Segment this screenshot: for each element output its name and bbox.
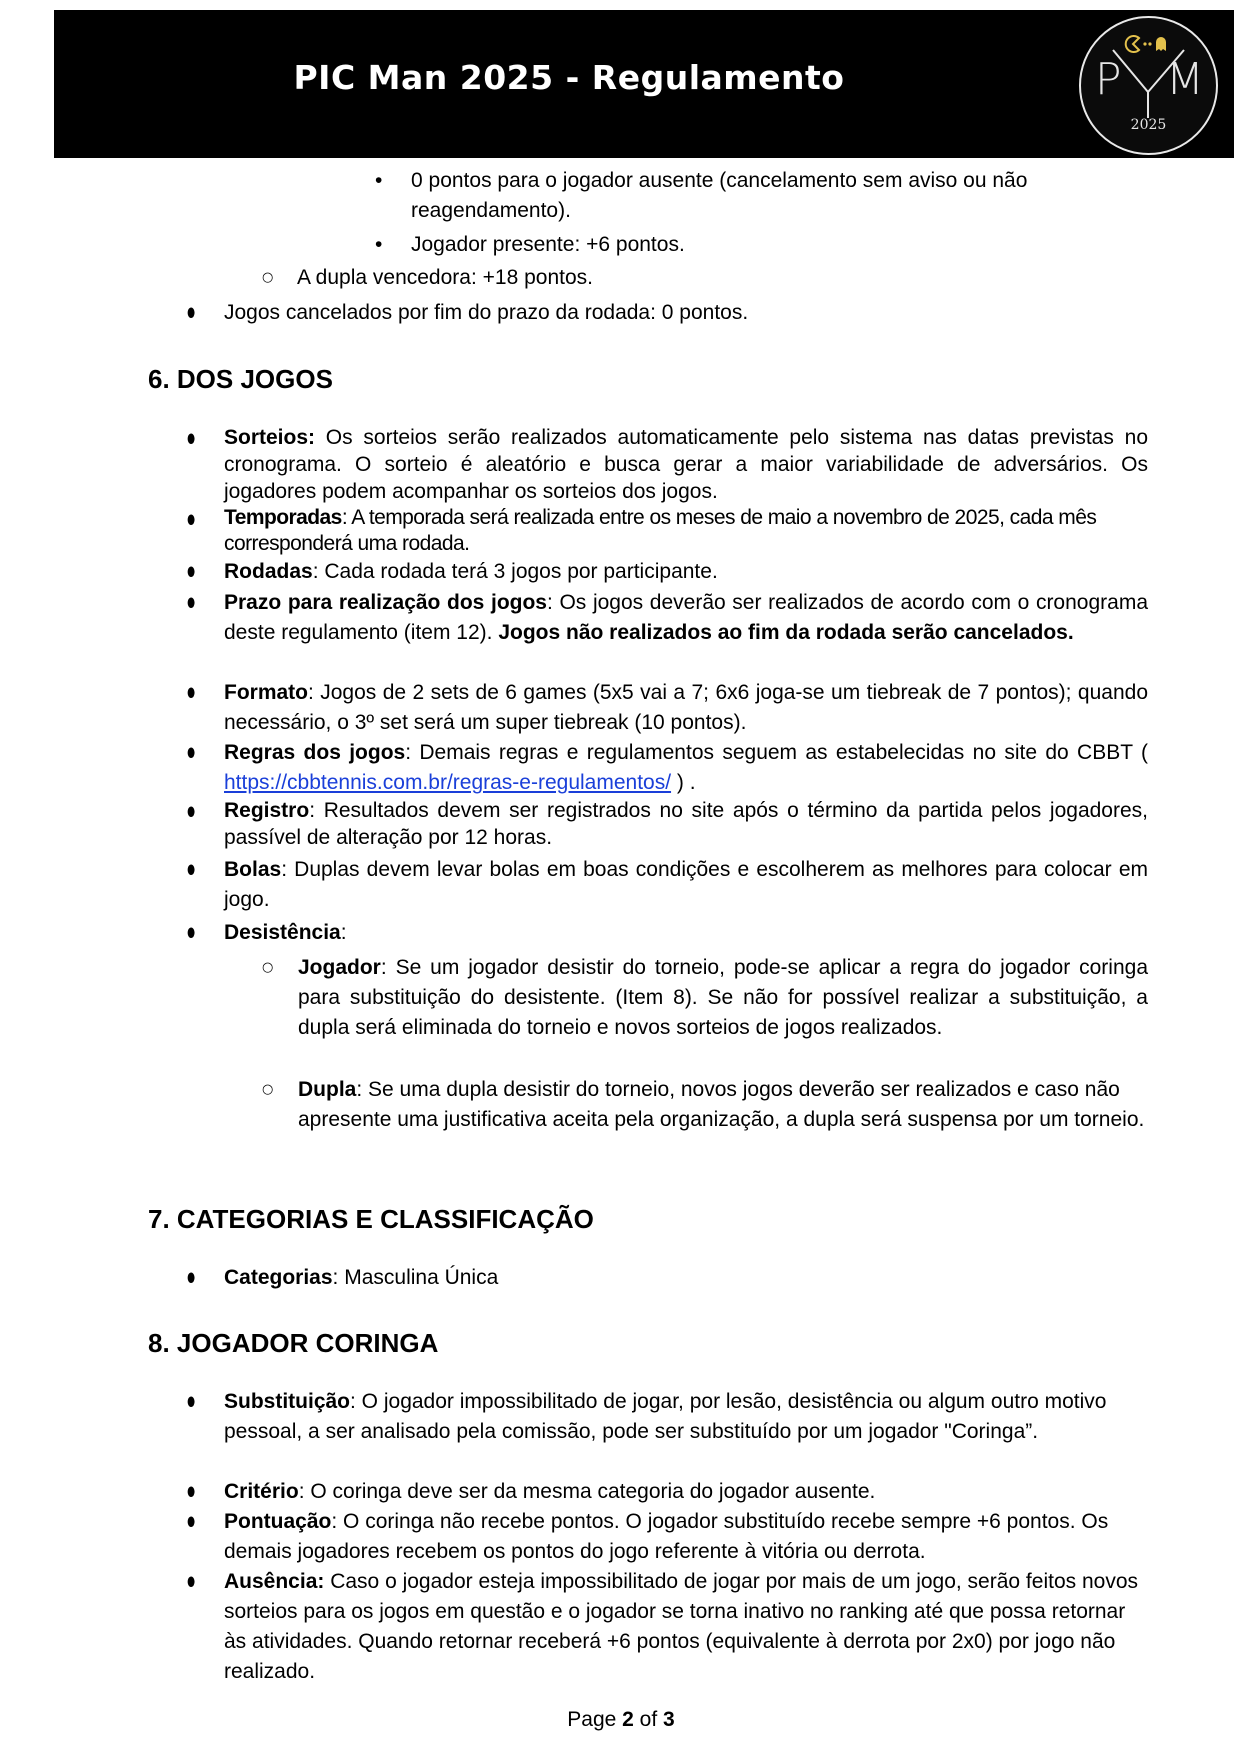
item-label: Desistência: [224, 921, 341, 944]
item-label: Pontuação: [224, 1510, 332, 1533]
item-sorteios: [224, 424, 1148, 505]
item-text: : Masculina Única: [332, 1266, 499, 1289]
bullet-icon: ⬮: [187, 512, 196, 527]
page-total: 3: [663, 1708, 675, 1731]
item-label: Ausência:: [224, 1570, 325, 1593]
item-label: Formato: [224, 681, 308, 704]
item-text: Os sorteios serão realizados automaticamente pelo sistema nas datas previstas no cronograma. O sorteio é aleatório e busca gerar a maior variabilidade de adversários. Os jogadores podem acompanhar os sorteios dos jogos.: [224, 426, 1148, 503]
section-heading-7: 7. CATEGORIAS E CLASSIFICAÇÃO: [148, 1204, 594, 1234]
item-label: Rodadas: [224, 560, 313, 583]
item-label: Bolas: [224, 858, 282, 881]
item-label: Sorteios:: [224, 426, 316, 449]
bullet-icon: ⬮: [187, 1574, 196, 1589]
item-text: : Duplas devem levar bolas em boas condições e escolherem as melhores para colocar em jogo.: [224, 858, 1148, 911]
logo-letter-p: P: [1095, 54, 1122, 105]
bullet-icon: ⬮: [187, 1514, 196, 1529]
item-regras: [224, 738, 1148, 798]
page-footer: [0, 1708, 1242, 1732]
list-item-level3-cont: reagendamento).: [411, 199, 571, 222]
bullet-icon: ⬮: [187, 431, 196, 446]
item-bolas: [224, 855, 1148, 915]
circle-bullet-icon: ○: [262, 960, 274, 975]
logo-letter-m: M: [1166, 54, 1204, 105]
item-text: : Cada rodada terá 3 jogos por participante.: [312, 560, 718, 583]
item-text: : O coringa deve ser da mesma categoria do jogador ausente.: [298, 1480, 876, 1503]
square-bullet-icon: •: [375, 169, 383, 192]
circle-bullet-icon: ○: [262, 270, 274, 285]
item-dupla: [298, 1075, 1148, 1135]
item-text: : Se uma dupla desistir do torneio, novos jogos deverão ser realizados e caso não apresente uma justificativa aceita pela organização, a dupla será suspensa por um torneio.: [298, 1078, 1145, 1131]
page-header: [54, 10, 1234, 158]
regulations-link[interactable]: https://cbbtennis.com.br/regras-e-regulamentos/: [224, 771, 672, 794]
bullet-icon: ⬮: [187, 1270, 196, 1285]
item-label: Registro: [224, 799, 310, 822]
item-label: Prazo para realização dos jogos: [224, 591, 547, 614]
item-text: :: [340, 921, 347, 944]
item-text: Caso o jogador esteja impossibilitado de jogar por mais de um jogo, serão feitos novos sorteios para os jogos em questão e o jogador se torna inativo no ranking até que possa retornar às atividades. Quando retornar receberá +6 pontos (equivalente à derrota por 2x0) por jogo não realizado.: [224, 1570, 1138, 1683]
page-number: 2: [622, 1708, 634, 1731]
item-criterio: [224, 1477, 1148, 1507]
item-text: : O jogador impossibilitado de jogar, por lesão, desistência ou algum outro motivo pessoal, a ser analisado pela comissão, pode ser substituído por um jogador "Coringa”.: [224, 1390, 1107, 1443]
bullet-icon: ⬮: [187, 925, 196, 940]
item-text: : Os jogos deverão ser realizados de acordo com o cronograma deste regulamento (item 12).: [224, 591, 1148, 644]
list-item-level3: Jogador presente: +6 pontos.: [411, 233, 685, 256]
item-text: : Demais regras e regulamentos seguem as estabelecidas no site do CBBT (: [405, 741, 1148, 764]
item-text: : O coringa não recebe pontos. O jogador substituído recebe sempre +6 pontos. Os demais jogadores recebem os pontos do jogo referente à vitória ou derrota.: [224, 1510, 1109, 1563]
item-text: : Se um jogador desistir do torneio, pode-se aplicar a regra do jogador coringa para substituição do desistente. (Item 8). Se não for possível realizar a substituição, a dupla será eliminada do torneio e novos sorteios de jogos realizados.: [298, 956, 1148, 1039]
item-ausencia: [224, 1567, 1148, 1687]
item-registro: [224, 797, 1148, 851]
bullet-icon: ⬮: [187, 595, 196, 610]
item-label: Jogador: [298, 956, 381, 979]
section-heading-6: 6. DOS JOGOS: [148, 364, 333, 394]
list-item-level1: Jogos cancelados por fim do prazo da rodada: 0 pontos.: [224, 301, 749, 324]
logo-year: 2025: [1130, 117, 1167, 133]
item-pontuacao: [224, 1507, 1148, 1567]
item-temporadas: [224, 505, 1152, 557]
item-tail: ) .: [671, 771, 696, 794]
item-substituicao: [224, 1387, 1124, 1447]
item-label: Regras dos jogos: [224, 741, 406, 764]
document-title: PIC Man 2025 - Regulamento: [293, 58, 845, 97]
item-rodadas: [224, 557, 1148, 587]
pic-man-logo: [1079, 16, 1218, 155]
item-formato: [224, 678, 1148, 738]
item-text: : A temporada será realizada entre os meses de maio a novembro de 2025, cada mês corresponderá uma rodada.: [224, 506, 1097, 555]
item-label: Substituição: [224, 1390, 351, 1413]
circle-bullet-icon: ○: [262, 1082, 274, 1097]
bullet-icon: ⬮: [187, 862, 196, 877]
item-label: Dupla: [298, 1078, 357, 1101]
bullet-icon: ⬮: [187, 564, 196, 579]
list-item-level3: 0 pontos para o jogador ausente (cancelamento sem aviso ou não: [411, 169, 1028, 192]
item-prazo: [224, 588, 1148, 648]
bullet-icon: ⬮: [187, 804, 196, 819]
item-jogador: [298, 953, 1148, 1043]
item-label: Critério: [224, 1480, 299, 1503]
item-label: Temporadas: [224, 506, 342, 529]
item-label: Categorias: [224, 1266, 333, 1289]
list-item-level2: A dupla vencedora: +18 pontos.: [297, 266, 593, 289]
item-bold-tail: Jogos não realizados ao fim da rodada serão cancelados.: [498, 621, 1074, 644]
section-heading-8: 8. JOGADOR CORINGA: [148, 1328, 439, 1358]
item-categorias: [224, 1263, 498, 1293]
item-desistencia: [224, 918, 1148, 948]
bullet-icon: ⬮: [187, 745, 196, 760]
bullet-icon: ⬮: [187, 1394, 196, 1409]
item-text: : Resultados devem ser registrados no site após o término da partida pelos jogadores, passível de alteração por 12 horas.: [224, 799, 1148, 849]
page-word: Page: [567, 1708, 623, 1731]
bullet-icon: ⬮: [187, 305, 196, 320]
bullet-icon: ⬮: [187, 1484, 196, 1499]
item-text: : Jogos de 2 sets de 6 games (5x5 vai a 7; 6x6 joga-se um tiebreak de 7 pontos); quando necessário, o 3º set será um super tiebreak (10 pontos).: [224, 681, 1148, 734]
square-bullet-icon: •: [375, 233, 383, 256]
bullet-icon: ⬮: [187, 685, 196, 700]
of-word: of: [633, 1708, 664, 1731]
